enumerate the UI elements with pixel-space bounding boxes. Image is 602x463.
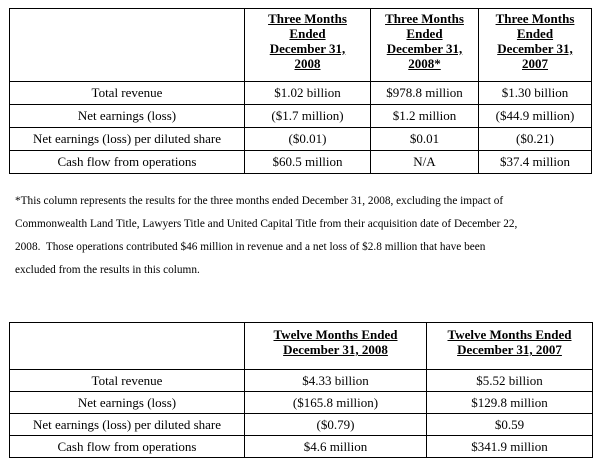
header-fy-2008 xyxy=(245,323,427,370)
header-blank-cell xyxy=(10,323,245,370)
cell-value: ($44.9 million) xyxy=(479,105,592,128)
cell-value: $1.02 billion xyxy=(245,82,371,105)
row-label: Cash flow from operations xyxy=(10,151,245,174)
header-line: Three Months xyxy=(268,11,347,26)
cell-value: ($0.21) xyxy=(479,128,592,151)
cell-value: $0.01 xyxy=(371,128,479,151)
header-line: Ended xyxy=(289,26,326,41)
annual-results-table xyxy=(9,322,593,458)
table-row xyxy=(10,392,593,414)
header-line: December 31, 2008 xyxy=(283,342,388,357)
header-q4-2008 xyxy=(245,9,371,82)
header-line: Twelve Months Ended xyxy=(447,327,572,342)
row-label: Cash flow from operations xyxy=(10,436,245,458)
cell-value: $0.59 xyxy=(427,414,593,436)
table-row xyxy=(10,414,593,436)
cell-value: $5.52 billion xyxy=(427,370,593,392)
header-fy-2007 xyxy=(427,323,593,370)
cell-value: $4.6 million xyxy=(245,436,427,458)
header-line: December 31, 2007 xyxy=(457,342,562,357)
cell-value: $1.30 billion xyxy=(479,82,592,105)
footnote-line: *This column represents the results for the three months ended December 31, 2008, excluding the impact of xyxy=(15,195,504,207)
cell-value: $60.5 million xyxy=(245,151,371,174)
cell-value: ($165.8 million) xyxy=(245,392,427,414)
cell-value: $37.4 million xyxy=(479,151,592,174)
header-q4-2007 xyxy=(479,9,592,82)
header-line: 2008* xyxy=(408,56,441,71)
quarterly-results-table xyxy=(9,8,592,174)
row-label: Net earnings (loss) per diluted share xyxy=(10,414,245,436)
header-line: Ended xyxy=(516,26,554,41)
table-row xyxy=(10,105,592,128)
footnote-line: excluded from the results in this column. xyxy=(15,264,200,276)
cell-value: $978.8 million xyxy=(371,82,479,105)
header-blank-cell xyxy=(10,9,245,82)
row-label: Net earnings (loss) per diluted share xyxy=(10,128,245,151)
table-row xyxy=(10,82,592,105)
table-row xyxy=(10,436,593,458)
header-line: Twelve Months Ended xyxy=(273,327,398,342)
cell-value: $341.9 million xyxy=(427,436,593,458)
row-label: Net earnings (loss) xyxy=(10,105,245,128)
table-row xyxy=(10,151,592,174)
row-label: Total revenue xyxy=(10,370,245,392)
cell-value: ($0.79) xyxy=(245,414,427,436)
cell-value: ($0.01) xyxy=(245,128,371,151)
header-line: 2008 xyxy=(294,56,321,71)
row-label: Total revenue xyxy=(10,82,245,105)
row-label: Net earnings (loss) xyxy=(10,392,245,414)
cell-value: N/A xyxy=(371,151,479,174)
table-header-row xyxy=(10,9,592,82)
cell-value: $4.33 billion xyxy=(245,370,427,392)
cell-value: ($1.7 million) xyxy=(245,105,371,128)
table-row xyxy=(10,128,592,151)
header-line: December 31, xyxy=(386,41,463,56)
header-line: Three Months xyxy=(385,11,464,26)
table-row xyxy=(10,370,593,392)
footnote-line: 2008. Those operations contributed $46 million in revenue and a net loss of $2.8 million that have been xyxy=(15,241,486,253)
header-line: 2007 xyxy=(522,56,548,71)
header-q4-2008-adjusted xyxy=(371,9,479,82)
footnote-line: Commonwealth Land Title, Lawyers Title and United Capital Title from their acquisition date of December 22, xyxy=(15,218,518,230)
table-header-row xyxy=(10,323,593,370)
header-line: Three Months xyxy=(495,11,575,26)
header-line: Ended xyxy=(406,26,443,41)
cell-value: $1.2 million xyxy=(371,105,479,128)
header-line: December 31, xyxy=(497,41,573,56)
header-line: December 31, xyxy=(269,41,346,56)
footnote xyxy=(15,190,600,282)
cell-value: $129.8 million xyxy=(427,392,593,414)
